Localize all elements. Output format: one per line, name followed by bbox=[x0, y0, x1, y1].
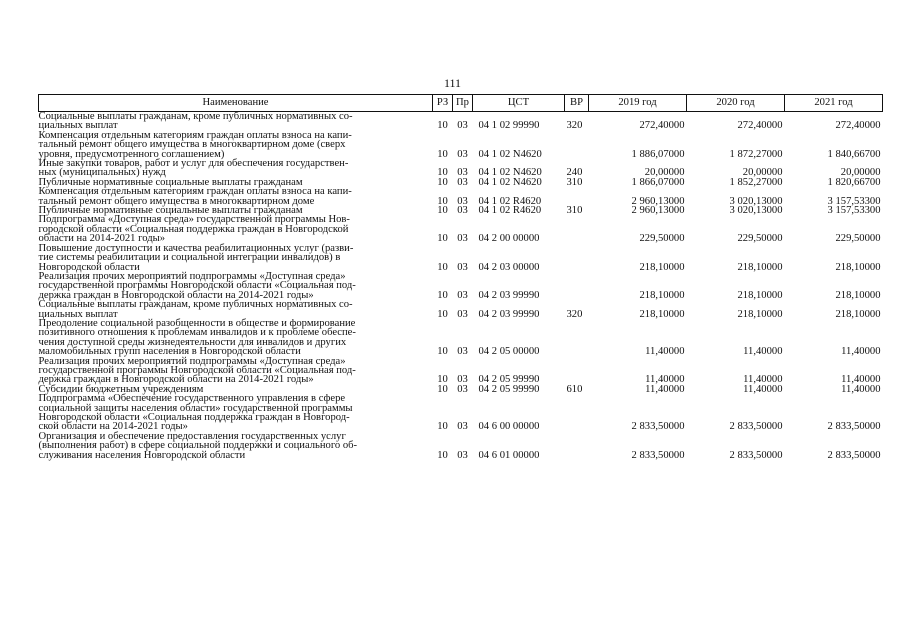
row-cst: 04 2 03 99990 bbox=[478, 289, 540, 301]
row-name-line: городской области «Социальная поддержка граждан в Новгородской bbox=[38, 223, 349, 235]
row-value-2020: 218,10000 bbox=[737, 289, 783, 301]
row-name-line: чения доступной среды жизнедеятельности для инвалидов и других bbox=[38, 336, 347, 348]
row-name bbox=[39, 215, 433, 243]
row-rz: 10 bbox=[437, 205, 448, 217]
row-name-line: (выполнения работ) в сфере социальной поддержки и социального об- bbox=[38, 440, 358, 452]
row-rz: 10 bbox=[437, 308, 448, 320]
row-name-line: тальный ремонт общего имущества в многоквартирном доме bbox=[38, 195, 315, 207]
row-value-2021: 1 820,66700 bbox=[827, 176, 881, 188]
row-value-2020: 3 020,13000 bbox=[729, 205, 783, 217]
row-name bbox=[39, 159, 433, 178]
header-2019: 2019 год bbox=[589, 95, 687, 112]
row-name bbox=[39, 300, 433, 319]
row-value-2020: 3 020,13000 bbox=[729, 195, 783, 207]
row-name-line: держка граждан в Новгородской области на 2014-2021 годы» bbox=[38, 374, 314, 386]
row-name-line: Социальные выплаты гражданам, кроме публичных нормативных со- bbox=[38, 299, 353, 311]
row-name-line: Реализация прочих мероприятий подпрограммы «Доступная среда» bbox=[38, 355, 346, 367]
row-value-2021: 1 840,66700 bbox=[827, 148, 881, 160]
row-cst: 04 2 00 00000 bbox=[478, 233, 540, 245]
row-vr: 310 bbox=[566, 176, 583, 188]
row-value-2021: 218,10000 bbox=[835, 289, 881, 301]
row-cst: 04 1 02 R4620 bbox=[478, 195, 542, 207]
row-name bbox=[39, 244, 433, 272]
row-cst: 04 2 03 00000 bbox=[478, 261, 540, 273]
row-pr: 03 bbox=[457, 289, 468, 301]
row-value-2021: 2 833,50000 bbox=[827, 449, 881, 461]
row-name-line: Публичные нормативные социальные выплаты гражданам bbox=[38, 176, 303, 188]
row-value-2020: 11,40000 bbox=[743, 374, 783, 386]
row-value-2021: 229,50000 bbox=[835, 233, 881, 245]
row-vr: 310 bbox=[566, 205, 583, 217]
row-name bbox=[39, 112, 433, 131]
row-cst: 04 1 02 R4620 bbox=[478, 205, 542, 217]
row-name-line: Организация и обеспечение предоставления государственных услуг bbox=[38, 430, 346, 442]
row-pr: 03 bbox=[457, 421, 468, 433]
row-name bbox=[39, 131, 433, 159]
header-vr: ВР bbox=[565, 95, 589, 112]
row-name-line: позитивного отношения к проблемам инвалидов и к проблеме обеспе- bbox=[38, 327, 356, 339]
row-name bbox=[39, 272, 433, 300]
row-vr: 240 bbox=[566, 167, 583, 179]
row-name-line: Преодоление социальной разобщенности в обществе и формирование bbox=[38, 317, 356, 329]
row-name-line: держка граждан в Новгородской области на 2014-2021 годы» bbox=[38, 289, 314, 301]
row-value-2019: 229,50000 bbox=[639, 233, 685, 245]
row-value-2019: 272,40000 bbox=[639, 120, 685, 132]
row-vr bbox=[565, 131, 589, 159]
row-cst: 04 2 03 99990 bbox=[478, 308, 540, 320]
row-value-2019: 1 866,07000 bbox=[631, 176, 685, 188]
row-value-2021: 218,10000 bbox=[835, 308, 881, 320]
row-pr: 03 bbox=[457, 167, 468, 179]
row-pr: 03 bbox=[457, 261, 468, 273]
row-name-line: государственной программы Новгородской области «Социальная под- bbox=[38, 364, 356, 376]
table-row bbox=[39, 112, 883, 131]
row-name-line: тальный ремонт общего имущества в многоквартирном доме (сверх bbox=[38, 139, 346, 151]
row-rz: 10 bbox=[437, 346, 448, 358]
row-rz: 10 bbox=[437, 233, 448, 245]
row-name-line: служивания населения Новгородской области bbox=[38, 449, 246, 461]
row-name-line: области на 2014-2021 годы» bbox=[38, 233, 166, 245]
row-pr: 03 bbox=[457, 120, 468, 132]
header-pr: Пр bbox=[453, 95, 473, 112]
row-rz: 10 bbox=[437, 421, 448, 433]
row-vr bbox=[565, 319, 589, 357]
row-name-line: Повышение доступности и качества реабилитационных услуг (разви- bbox=[38, 242, 354, 254]
row-name-line: социальной защиты населения области» государственной программы bbox=[38, 402, 353, 414]
row-name-line: Подпрограмма «Доступная среда» государственной программы Нов- bbox=[38, 214, 350, 226]
row-name-line: Новгородской области bbox=[38, 261, 140, 273]
row-value-2021: 3 157,53300 bbox=[827, 205, 881, 217]
row-name-line: Подпрограмма «Обеспечение государственного управления в сфере bbox=[38, 393, 346, 405]
row-pr: 03 bbox=[457, 374, 468, 386]
row-rz: 10 bbox=[437, 383, 448, 395]
row-name-line: Компенсация отдельным категориям граждан оплаты взноса на капи- bbox=[38, 129, 352, 141]
row-name bbox=[39, 394, 433, 432]
row-value-2019: 2 833,50000 bbox=[631, 421, 685, 433]
table-row bbox=[39, 244, 883, 272]
row-vr bbox=[565, 215, 589, 243]
row-value-2020: 2 833,50000 bbox=[729, 449, 783, 461]
row-name bbox=[39, 187, 433, 206]
row-value-2019: 218,10000 bbox=[639, 261, 685, 273]
row-value-2019: 1 886,07000 bbox=[631, 148, 685, 160]
row-name-line: Новгородской области «Социальная поддержка граждан в Новгород- bbox=[38, 412, 350, 423]
table-row bbox=[39, 215, 883, 243]
row-value-2021: 218,10000 bbox=[835, 261, 881, 273]
row-vr: 320 bbox=[566, 308, 583, 320]
row-rz: 10 bbox=[437, 148, 448, 160]
table-row bbox=[39, 432, 883, 460]
row-value-2020: 229,50000 bbox=[737, 233, 783, 245]
table-row bbox=[39, 319, 883, 357]
row-vr bbox=[565, 272, 589, 300]
row-pr: 03 bbox=[457, 195, 468, 207]
row-value-2019: 11,40000 bbox=[645, 346, 685, 358]
row-cst: 04 1 02 99990 bbox=[478, 120, 540, 132]
row-name bbox=[39, 357, 433, 385]
row-rz: 10 bbox=[437, 449, 448, 461]
row-name-line: Субсидии бюджетным учреждениям bbox=[38, 383, 204, 395]
row-rz: 10 bbox=[437, 261, 448, 273]
row-name-line: Иные закупки товаров, работ и услуг для обеспечения государствен- bbox=[38, 158, 349, 170]
header-2020: 2020 год bbox=[687, 95, 785, 112]
row-value-2021: 2 833,50000 bbox=[827, 421, 881, 433]
row-name-line: циальных выплат bbox=[38, 308, 118, 320]
header-rz: РЗ bbox=[433, 95, 453, 112]
row-vr bbox=[565, 357, 589, 385]
row-value-2021: 11,40000 bbox=[841, 374, 881, 386]
row-name-line: ных (муниципальных) нужд bbox=[38, 167, 166, 179]
header-cst: ЦСТ bbox=[473, 95, 565, 112]
table-row bbox=[39, 159, 883, 178]
row-name bbox=[39, 432, 433, 460]
row-rz: 10 bbox=[437, 289, 448, 301]
row-value-2019: 218,10000 bbox=[639, 289, 685, 301]
row-value-2019: 11,40000 bbox=[645, 374, 685, 386]
row-cst: 04 2 05 99990 bbox=[478, 374, 540, 386]
row-pr: 03 bbox=[457, 176, 468, 188]
table-row bbox=[39, 131, 883, 159]
row-pr: 03 bbox=[457, 449, 468, 461]
row-pr: 03 bbox=[457, 383, 468, 395]
row-value-2020: 11,40000 bbox=[743, 383, 783, 395]
row-value-2019: 218,10000 bbox=[639, 308, 685, 320]
row-pr: 03 bbox=[457, 308, 468, 320]
table-row bbox=[39, 357, 883, 385]
row-value-2019: 11,40000 bbox=[645, 383, 685, 395]
table-row bbox=[39, 300, 883, 319]
row-value-2019: 20,00000 bbox=[644, 167, 685, 179]
row-value-2020: 218,10000 bbox=[737, 261, 783, 273]
row-rz: 10 bbox=[437, 374, 448, 386]
row-pr: 03 bbox=[457, 148, 468, 160]
row-pr: 03 bbox=[457, 205, 468, 217]
row-name-line: Компенсация отдельным категориям граждан оплаты взноса на капи- bbox=[38, 186, 352, 198]
header-2021: 2021 год bbox=[785, 95, 883, 112]
row-value-2019: 2 960,13000 bbox=[631, 205, 685, 217]
row-vr: 610 bbox=[566, 383, 583, 395]
row-name-line: циальных выплат bbox=[38, 120, 118, 132]
row-rz: 10 bbox=[437, 120, 448, 132]
row-value-2021: 11,40000 bbox=[841, 346, 881, 358]
row-cst: 04 6 01 00000 bbox=[478, 449, 540, 461]
row-cst: 04 2 05 99990 bbox=[478, 383, 540, 395]
row-value-2021: 3 157,53300 bbox=[827, 195, 881, 207]
row-vr bbox=[565, 244, 589, 272]
row-value-2019: 2 833,50000 bbox=[631, 449, 685, 461]
row-cst: 04 1 02 N4620 bbox=[478, 176, 542, 188]
table-row bbox=[39, 272, 883, 300]
row-pr: 03 bbox=[457, 346, 468, 358]
row-name-line: ской области на 2014-2021 годы» bbox=[38, 421, 188, 433]
row-value-2020: 218,10000 bbox=[737, 308, 783, 320]
row-name-line: государственной программы Новгородской области «Социальная под- bbox=[38, 280, 356, 292]
row-pr: 03 bbox=[457, 233, 468, 245]
row-value-2021: 11,40000 bbox=[841, 383, 881, 395]
row-name-line: Социальные выплаты гражданам, кроме публичных нормативных со- bbox=[38, 111, 353, 122]
budget-table bbox=[38, 94, 883, 460]
row-name-line: Публичные нормативные социальные выплаты гражданам bbox=[38, 205, 303, 217]
header-row bbox=[39, 95, 883, 112]
row-value-2021: 20,00000 bbox=[840, 167, 881, 179]
table-row bbox=[39, 394, 883, 432]
row-name-line: уровня, предусмотренного соглашением) bbox=[38, 148, 225, 160]
row-value-2021: 272,40000 bbox=[835, 120, 881, 132]
row-name-line: тие системы реабилитации и социальной интеграции инвалидов) в bbox=[38, 252, 341, 264]
table-row bbox=[39, 187, 883, 206]
row-vr bbox=[565, 432, 589, 460]
row-value-2019: 2 960,13000 bbox=[631, 195, 685, 207]
row-cst: 04 1 02 N4620 bbox=[478, 167, 542, 179]
page-number: 111 bbox=[443, 76, 462, 90]
row-value-2020: 1 852,27000 bbox=[729, 176, 783, 188]
row-rz: 10 bbox=[437, 167, 448, 179]
row-vr bbox=[565, 187, 589, 206]
header-name: Наименование bbox=[39, 95, 433, 112]
row-value-2020: 2 833,50000 bbox=[729, 421, 783, 433]
row-value-2020: 1 872,27000 bbox=[729, 148, 783, 160]
row-name-line: Реализация прочих мероприятий подпрограммы «Доступная среда» bbox=[38, 270, 346, 282]
row-cst: 04 2 05 00000 bbox=[478, 346, 540, 358]
table-body bbox=[39, 112, 883, 461]
row-vr: 320 bbox=[566, 120, 583, 132]
row-vr bbox=[565, 394, 589, 432]
row-name-line: маломобильных групп населения в Новгородской области bbox=[38, 346, 301, 358]
row-value-2020: 11,40000 bbox=[743, 346, 783, 358]
row-cst: 04 1 02 N4620 bbox=[478, 148, 542, 160]
row-rz: 10 bbox=[437, 176, 448, 188]
row-value-2020: 20,00000 bbox=[742, 167, 783, 179]
row-value-2020: 272,40000 bbox=[737, 120, 783, 132]
row-name bbox=[39, 319, 433, 357]
row-rz: 10 bbox=[437, 195, 448, 207]
row-cst: 04 6 00 00000 bbox=[478, 421, 540, 433]
